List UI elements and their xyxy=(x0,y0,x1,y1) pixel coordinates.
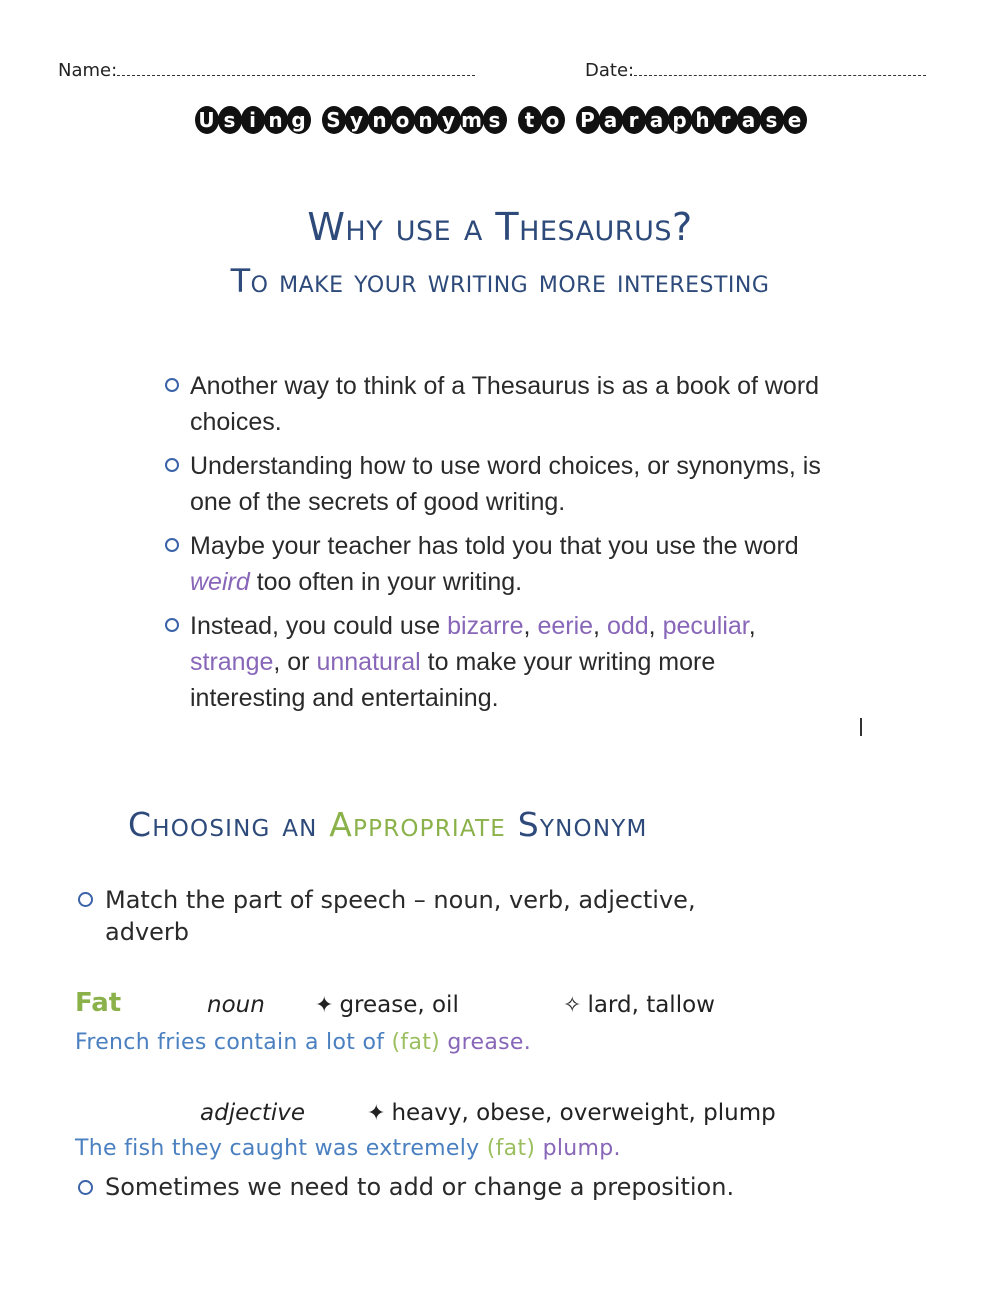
synonym-word: strange xyxy=(190,648,274,676)
bullet-text: Maybe your teacher has told you that you use the word weird too often in your writing. xyxy=(190,532,799,596)
title-letter: s xyxy=(760,106,784,134)
date-field[interactable] xyxy=(585,60,926,81)
name-blank[interactable] xyxy=(117,61,475,76)
title-word xyxy=(195,108,310,132)
section1-heading: Why use a Thesaurus? xyxy=(307,205,693,249)
example-word: Fat xyxy=(75,988,122,1018)
title-letter: n xyxy=(414,106,438,134)
highlight-word: weird xyxy=(190,568,250,596)
bullet-circle-icon xyxy=(165,378,179,392)
part-of-speech-noun: noun xyxy=(207,992,265,1018)
date-label: Date: xyxy=(585,60,635,81)
name-field[interactable] xyxy=(58,60,475,81)
title-letter: s xyxy=(218,106,242,134)
title-letter: r xyxy=(622,106,646,134)
title-letter: U xyxy=(195,106,219,134)
title-letter: y xyxy=(437,106,461,134)
title-word xyxy=(322,108,506,132)
synonym-word: eerie xyxy=(537,612,594,640)
adjective-synonyms: ✦ heavy, obese, overweight, plump xyxy=(367,1100,776,1126)
bullet-circle-icon xyxy=(78,892,93,907)
solid-star-icon: ✦ xyxy=(367,1101,386,1126)
text-cursor-mark xyxy=(860,718,862,736)
title-letter: e xyxy=(783,106,807,134)
title-letter: g xyxy=(287,106,311,134)
title-letter: a xyxy=(645,106,669,134)
bullet-text: Another way to think of a Thesaurus is as a book of word choices. xyxy=(190,372,820,436)
bullet-text: Sometimes we need to add or change a preposition. xyxy=(105,1173,735,1201)
title-letter: i xyxy=(241,106,265,134)
title-letter: a xyxy=(599,106,623,134)
synonym-word: bizarre xyxy=(447,612,524,640)
title-letter: t xyxy=(518,106,542,134)
noun-synonyms-weak: ✧ lard, tallow xyxy=(563,992,715,1018)
bullet-text-line: adverb xyxy=(105,918,190,946)
worksheet-title xyxy=(0,106,1000,134)
bullet-item xyxy=(78,1172,734,1202)
bullet-circle-icon xyxy=(165,618,179,632)
title-word xyxy=(518,108,564,132)
noun-example-sentence: French fries contain a lot of (fat) grease. xyxy=(75,1030,532,1055)
section2-heading: Choosing an Appropriate Synonym xyxy=(128,805,648,844)
noun-synonyms-strong: ✦ grease, oil xyxy=(315,992,459,1018)
bullet-item xyxy=(78,884,696,948)
title-letter: p xyxy=(668,106,692,134)
date-blank[interactable] xyxy=(634,61,926,76)
title-letter: n xyxy=(368,106,392,134)
title-letter: P xyxy=(576,106,600,134)
solid-star-icon: ✦ xyxy=(315,993,334,1018)
synonym-word: unnatural xyxy=(316,648,421,676)
section1-subheading: To make your writing more interesting xyxy=(230,262,770,300)
bullet-text: Instead, you could use bizarre, eerie, odd, peculiar, strange, or unnatural to make your writing more interesting and entertaining. xyxy=(190,612,756,712)
title-letter: s xyxy=(483,106,507,134)
bullet-item xyxy=(165,368,825,440)
bullet-circle-icon xyxy=(165,458,179,472)
title-letter: h xyxy=(691,106,715,134)
adjective-example-sentence: The fish they caught was extremely (fat) plump. xyxy=(75,1136,621,1161)
name-label: Name: xyxy=(58,60,118,81)
synonym-word: peculiar xyxy=(662,612,749,640)
title-word xyxy=(576,108,806,132)
bullet-circle-icon xyxy=(78,1180,93,1195)
title-letter: S xyxy=(322,106,346,134)
title-letter: a xyxy=(737,106,761,134)
title-letter: y xyxy=(345,106,369,134)
bullet-item xyxy=(165,608,825,716)
bullet-item xyxy=(165,528,825,600)
title-letter: o xyxy=(391,106,415,134)
title-letter: r xyxy=(714,106,738,134)
synonym-word: odd xyxy=(606,612,649,640)
bullet-text-line: Match the part of speech – noun, verb, adjective, xyxy=(105,886,696,914)
bullet-item xyxy=(165,448,825,520)
part-of-speech-adjective: adjective xyxy=(200,1100,306,1126)
bullet-text: Understanding how to use word choices, or synonyms, is one of the secrets of good writing. xyxy=(190,452,821,516)
bullet-circle-icon xyxy=(165,538,179,552)
outline-star-icon: ✧ xyxy=(563,993,582,1018)
title-letter: n xyxy=(264,106,288,134)
title-letter: o xyxy=(541,106,565,134)
title-letter: m xyxy=(461,108,482,132)
